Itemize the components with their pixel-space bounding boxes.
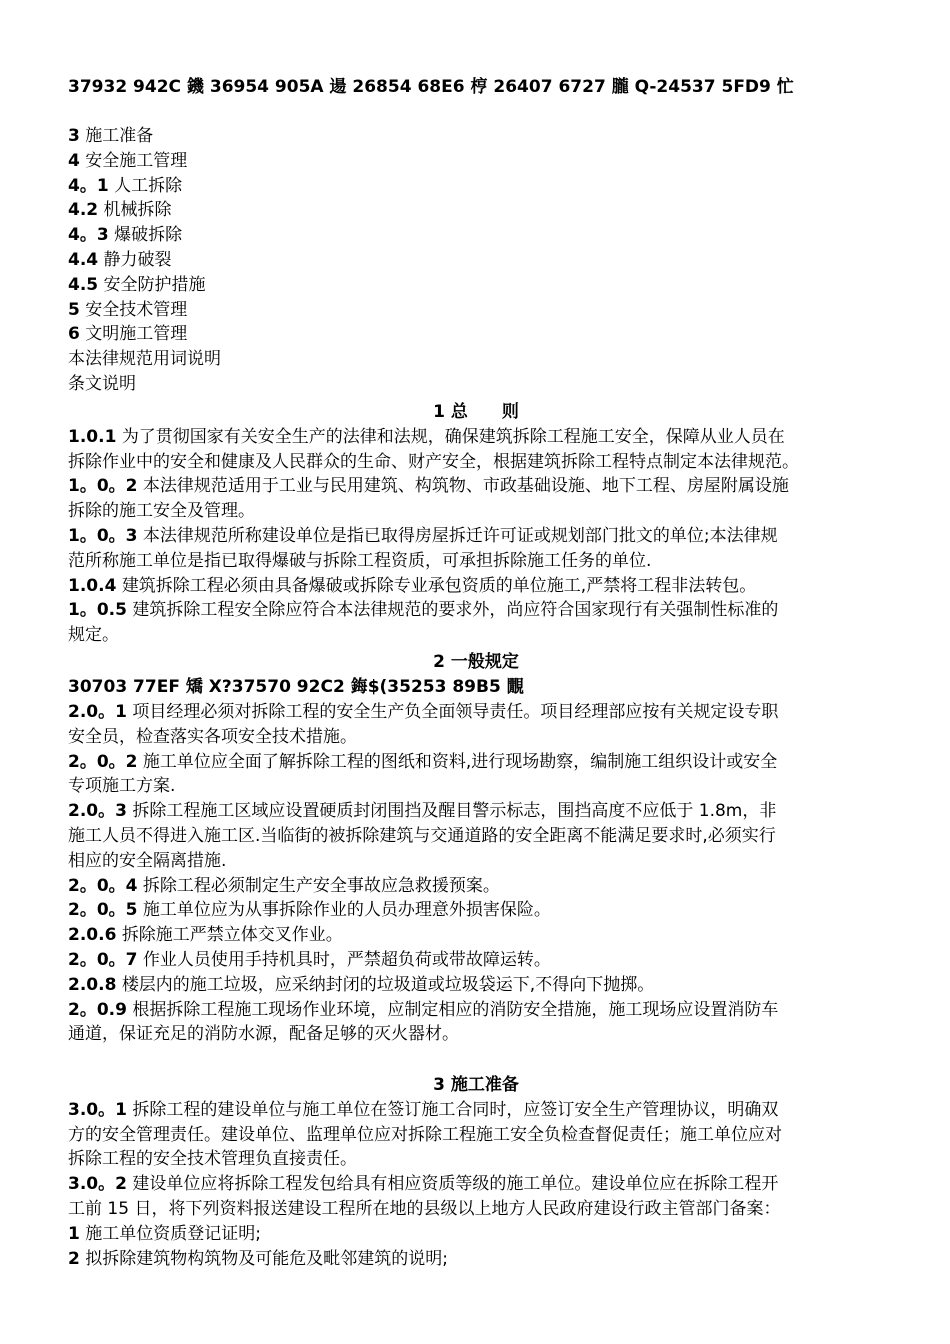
clause-line: 2.0.6 拆除施工严禁立体交叉作业。 bbox=[68, 925, 343, 946]
toc-item: 4.2 机械拆除 bbox=[68, 200, 172, 221]
clause-line: 2。0。2 施工单位应全面了解拆除工程的图纸和资料,进行现场勘察，编制施工组织设计或安全 bbox=[68, 751, 778, 772]
clause-line: 1。0。2 本法律规范适用于工业与民用建筑、构筑物、市政基础设施、地下工程、房屋附属设施 bbox=[68, 476, 789, 497]
clause-line: 专项施工方案. bbox=[68, 776, 176, 797]
clause-line: 规定。 bbox=[68, 625, 119, 646]
clause-line: 2。0。5 施工单位应为从事拆除作业的人员办理意外损害保险。 bbox=[68, 900, 551, 921]
clause-line: 工前 15 日，将下列资料报送建设工程所在地的县级以上地方人民政府建设行政主管部门备案： bbox=[68, 1198, 781, 1219]
clause-line: 拆除作业中的安全和健康及人民群众的生命、财产安全，根据建筑拆除工程特点制定本法律规范。 bbox=[68, 451, 799, 472]
list-item: 1 施工单位资质登记证明; bbox=[68, 1223, 261, 1244]
toc-item: 4.4 静力破裂 bbox=[68, 249, 172, 270]
list-item: 2 拟拆除建筑物构筑物及可能危及毗邻建筑的说明; bbox=[68, 1248, 448, 1269]
encoded-header-line bbox=[68, 75, 884, 100]
clause-line: 相应的安全隔离措施. bbox=[68, 850, 227, 871]
chapter-3 bbox=[68, 1073, 884, 1271]
clause-line: 2.0。3 拆除工程施工区域应设置硬质封闭围挡及醒目警示标志，围挡高度不应低于 1.8m，非 bbox=[68, 801, 777, 822]
clause-line: 2.0。1 项目经理必须对拆除工程的安全生产负全面领导责任。项目经理部应按有关规定设专职 bbox=[68, 702, 779, 722]
toc-item: 6 文明施工管理 bbox=[68, 324, 188, 345]
chapter-2-title: 2 一般规定 bbox=[433, 652, 519, 672]
clause-line: 1。0。3 本法律规范所称建设单位是指已取得房屋拆迁许可证或规划部门批文的单位;本法律规 bbox=[68, 525, 778, 546]
clause-line: 2.0.8 楼层内的施工垃圾，应采纳封闭的垃圾道或垃圾袋运下,不得向下抛掷。 bbox=[68, 974, 655, 995]
encoded-code-line: 30703 77EF 矯 X?37570 92C2 鋂$(35253 89B5 覵 bbox=[68, 676, 524, 697]
toc-item: 条文说明 bbox=[68, 373, 136, 394]
clause-line: 施工人员不得进入施工区.当临街的被拆除建筑与交通道路的安全距离不能满足要求时,必须实行 bbox=[68, 825, 776, 846]
clause-line: 2。0.9 根据拆除工程施工现场作业环境，应制定相应的消防安全措施，施工现场应设置消防车 bbox=[68, 999, 779, 1020]
clause-line: 安全员，检查落实各项安全技术措施。 bbox=[68, 726, 357, 747]
chapter-2 bbox=[68, 700, 884, 1047]
clause-line: 通道，保证充足的消防水源，配备足够的灭火器材。 bbox=[68, 1024, 459, 1045]
chapter-1-title: 1 总 则 bbox=[433, 402, 519, 422]
clause-line: 方的安全管理责任。建设单位、监理单位应对拆除工程施工安全负检查督促责任；施工单位应对 bbox=[68, 1124, 782, 1145]
toc-item: 3 施工准备 bbox=[68, 126, 154, 146]
clause-line: 拆除的施工安全及管理。 bbox=[68, 501, 255, 522]
clause-line: 3.0。2 建设单位应将拆除工程发包给具有相应资质等级的施工单位。建设单位应在拆除工程开 bbox=[68, 1174, 779, 1195]
clause-line: 范所称施工单位是指已取得爆破与拆除工程资质，可承担拆除施工任务的单位. bbox=[68, 550, 652, 571]
clause-line: 拆除工程的安全技术管理负直接责任。 bbox=[68, 1149, 357, 1170]
clause-line: 3.0。1 拆除工程的建设单位与施工单位在签订施工合同时，应签订安全生产管理协议，明确双 bbox=[68, 1099, 779, 1120]
clause-line: 1.0.1 为了贯彻国家有关安全生产的法律和法规，确保建筑拆除工程施工安全，保障从业人员在 bbox=[68, 426, 785, 447]
toc-item: 4。3 爆破拆除 bbox=[68, 225, 183, 246]
chapter-3-title: 3 施工准备 bbox=[433, 1075, 519, 1095]
chapter-2-heading bbox=[68, 650, 884, 700]
toc-item: 本法律规范用词说明 bbox=[68, 349, 221, 370]
toc-item: 5 安全技术管理 bbox=[68, 299, 188, 320]
header-text: 37932 942C 鐖 36954 905A 逿 26854 68E6 梈 26407 6727 朧 Q-24537 5FD9 忙 bbox=[68, 77, 794, 97]
toc-item: 4。1 人工拆除 bbox=[68, 175, 183, 196]
chapter-1 bbox=[68, 400, 884, 648]
clause-line: 2。0。4 拆除工程必须制定生产安全事故应急救援预案。 bbox=[68, 875, 500, 896]
clause-line: 1.0.4 建筑拆除工程必须由具备爆破或拆除专业承包资质的单位施工,严禁将工程非法转包。 bbox=[68, 575, 757, 596]
clause-line: 2。0。7 作业人员使用手持机具时，严禁超负荷或带故障运转。 bbox=[68, 949, 551, 970]
clause-line: 1。0.5 建筑拆除工程安全除应符合本法律规范的要求外，尚应符合国家现行有关强制性标准的 bbox=[68, 600, 779, 621]
toc-item: 4 安全施工管理 bbox=[68, 150, 188, 171]
toc-item: 4.5 安全防护措施 bbox=[68, 274, 206, 295]
table-of-contents bbox=[68, 124, 884, 397]
